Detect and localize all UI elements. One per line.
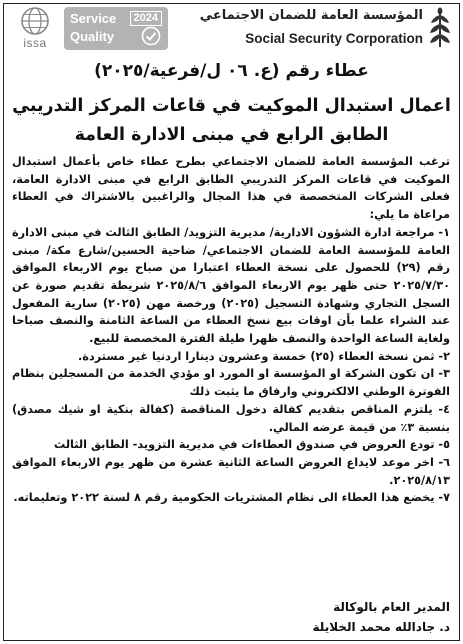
org-name-arabic: المؤسسة العامة للضمان الاجتماعي <box>199 8 423 23</box>
signatory-role: المدير العام بالوكالة <box>333 600 450 614</box>
tender-title-line1: اعمال استبدال الموكيت في قاعات المركز التدريبي <box>12 96 451 116</box>
condition-item-4: ٤- يلتزم المناقص بتقديم كفالة دخول المناقصة (كفالة بنكية او شيك مصدق) بنسبة ٣٪ من قيمة عرضه المالي. <box>12 402 450 434</box>
issa-logo <box>7 6 63 52</box>
header <box>4 4 459 56</box>
tender-body <box>12 153 450 507</box>
tender-advertisement <box>3 3 460 641</box>
check-icon <box>141 26 161 46</box>
condition-item-5: ٥- تودع العروض في صندوق العطاءات في مديرية التزويد- الطابق الثالث <box>53 438 450 452</box>
tender-title-line2: الطابق الرابع في مبنى الادارة العامة <box>74 125 389 145</box>
org-name-english: Social Security Corporation <box>245 31 423 46</box>
condition-item-1: ١- مراجعة ادارة الشؤون الادارية/ مديرية التزويد/ الطابق الثالث في مبنى الادارة العامة للمؤسسة العامة للضمان الاجتماعي/ ضاحية الحسين/شارع مكة/ مبنى رقم (٢٩) للحصول على نسخة العطاء اعتبارا من صباح يوم الاربعاء الموافق ٢٠٢٥/٧/٣٠ حتى ظهر يوم الاربعاء الموافق ٢٠٢٥/٨/٦ شريطة تقديم صورة عن السجل التجاري وشهادة التسجيل (٢٠٢٥) ورخصة مهن (٢٠٢٥) سارية المفعول عند الشراء علما بأن اوقات بيع نسخ العطاء من الساعة الثامنة والنصف صباحا ولغاية الساعة الواحدة والنصف ظهرا طيلة الفترة المخصصة للبيع. <box>12 225 450 346</box>
signature-block <box>200 597 450 637</box>
issa-label: issa <box>23 36 47 50</box>
badge-line2: Quality <box>70 29 115 44</box>
condition-item-7: ٧- يخضع هذا العطاء الى نظام المشتريات الحكومية رقم ٨ لسنة ٢٠٢٢ وتعليماته. <box>13 491 450 505</box>
globe-icon <box>19 6 51 36</box>
service-quality-badge <box>64 7 168 50</box>
condition-item-2: ٢- ثمن نسخة العطاء (٢٥) خمسة وعشرون دينارا اردنيا غير مستردة. <box>77 349 450 363</box>
signatory-name: د. جادالله محمد الخلايلة <box>312 620 450 634</box>
organization-name <box>183 7 423 49</box>
badge-line1: Service <box>70 11 117 26</box>
badge-year: 2024 <box>130 11 162 26</box>
intro-paragraph: ترغب المؤسسة العامة للضمان الاجتماعي بطرح عطاء خاص بأعمال استبدال الموكيت في قاعات المركز التدريبي الطابق الرابع في مبنى الادارة العامة، فعلى الشركات المتخصصة في هذا المجال والراغبين بالاشتراك في العطاء مراعاة ما يلي: <box>12 155 450 222</box>
condition-item-6: ٦- اخر موعد لايداع العروض الساعة الثانية عشرة من ظهر يوم الاربعاء الموافق ٢٠٢٥/٨/١٣. <box>12 455 450 487</box>
tender-number: عطاء رقم (ع. ٠٦ ل/فرعية/٢٠٢٥) <box>94 61 369 81</box>
condition-item-3: ٣- ان تكون الشركة او المؤسسة او المورد او مؤدي الخدمة من المسجلين بنظام الفوترة الوطني الالكتروني وارفاق ما يثبت ذلك <box>12 367 450 399</box>
wheat-logo-icon <box>425 7 455 49</box>
